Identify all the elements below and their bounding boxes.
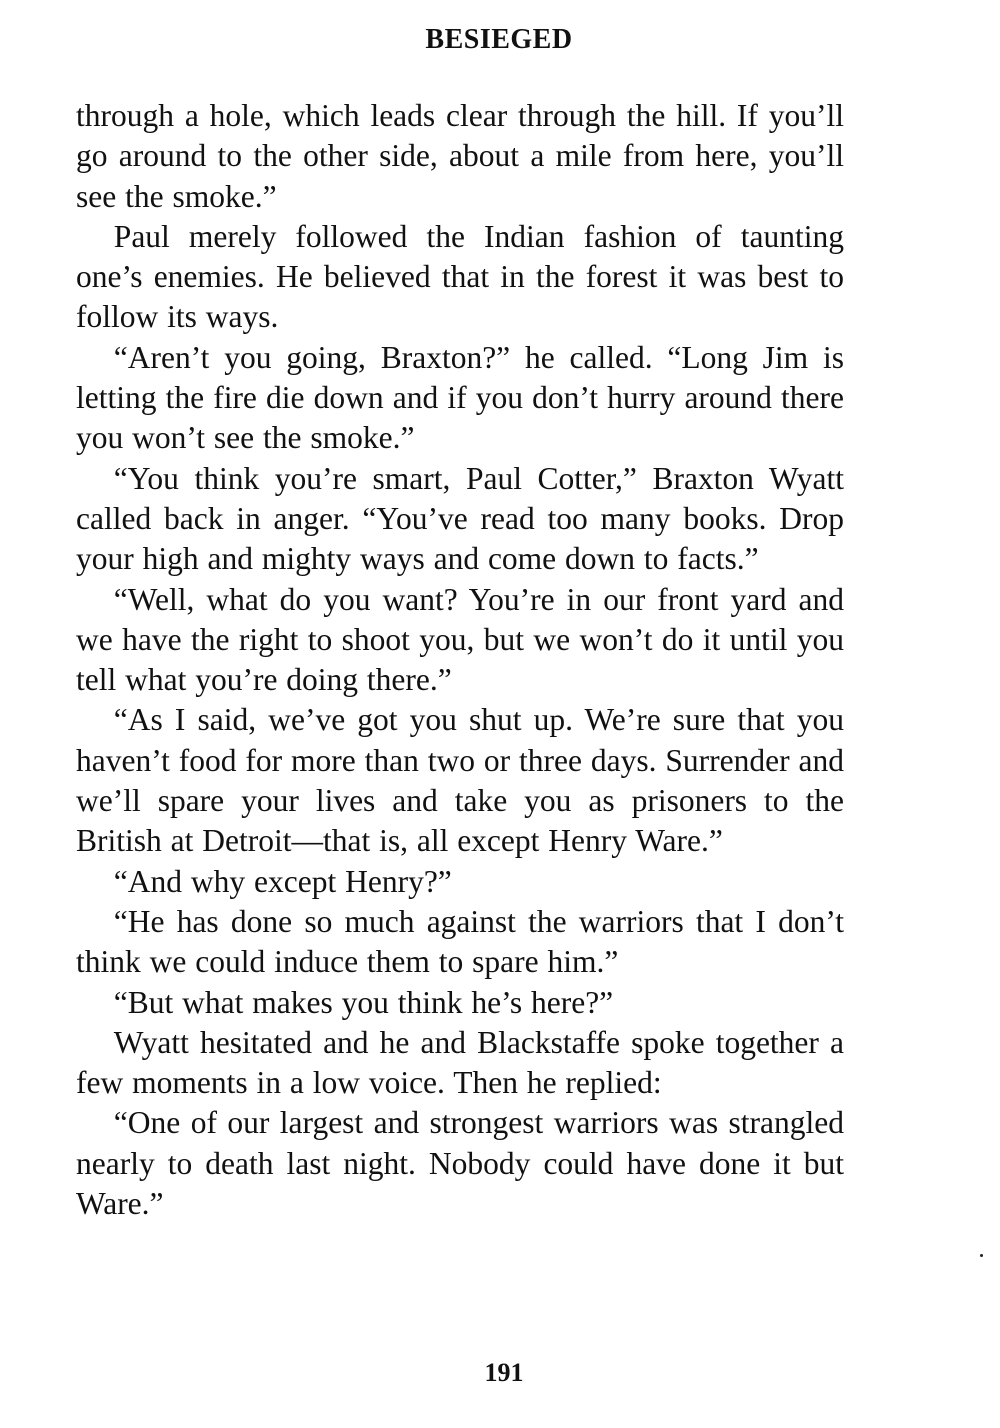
paragraph: “As I said, we’ve got you shut up. We’re sure that you haven’t food for more than two or three days. Surrender and we’ll spare your lives and take you as prisoners to the British at Detroit—that is, all except Henry Ware.”	[76, 702, 844, 859]
paragraph: “He has done so much against the warriors that I don’t think we could induce them to spare him.”	[76, 903, 844, 980]
paragraph: “Aren’t you going, Braxton?” he called. “Long Jim is letting the fire die down and if you don’t hurry around there you won’t see the smoke.”	[76, 339, 844, 456]
paragraph: “One of our largest and strongest warriors was strangled nearly to death last night. Nobody could have done it but Ware.”	[76, 1105, 844, 1222]
paragraph: “And why except Henry?”	[113, 863, 452, 899]
paragraph: Paul merely followed the Indian fashion of taunting one’s enemies. He believed that in the forest it was best to follow its ways.	[76, 218, 844, 335]
paragraph: Wyatt hesitated and he and Blackstaffe spoke together a few moments in a low voice. Then he replied:	[76, 1024, 844, 1101]
paragraph: “But what makes you think he’s here?”	[113, 984, 614, 1020]
body-text	[76, 96, 844, 1224]
page-number: 191	[484, 1358, 524, 1387]
paragraph: “You think you’re smart, Paul Cotter,” Braxton Wyatt called back in anger. “You’ve read too many books. Drop your high and mighty ways and come down to facts.”	[76, 460, 844, 577]
paragraph: “Well, what do you want? You’re in our front yard and we have the right to shoot you, but we won’t do it until you tell what you’re doing there.”	[76, 581, 844, 698]
running-head: BESIEGED	[425, 24, 573, 55]
paragraph-continued: through a hole, which leads clear through the hill. If you’ll go around to the other side, about a mile from here, you’ll see the smoke.”	[76, 98, 844, 214]
ink-speck	[980, 1254, 983, 1257]
